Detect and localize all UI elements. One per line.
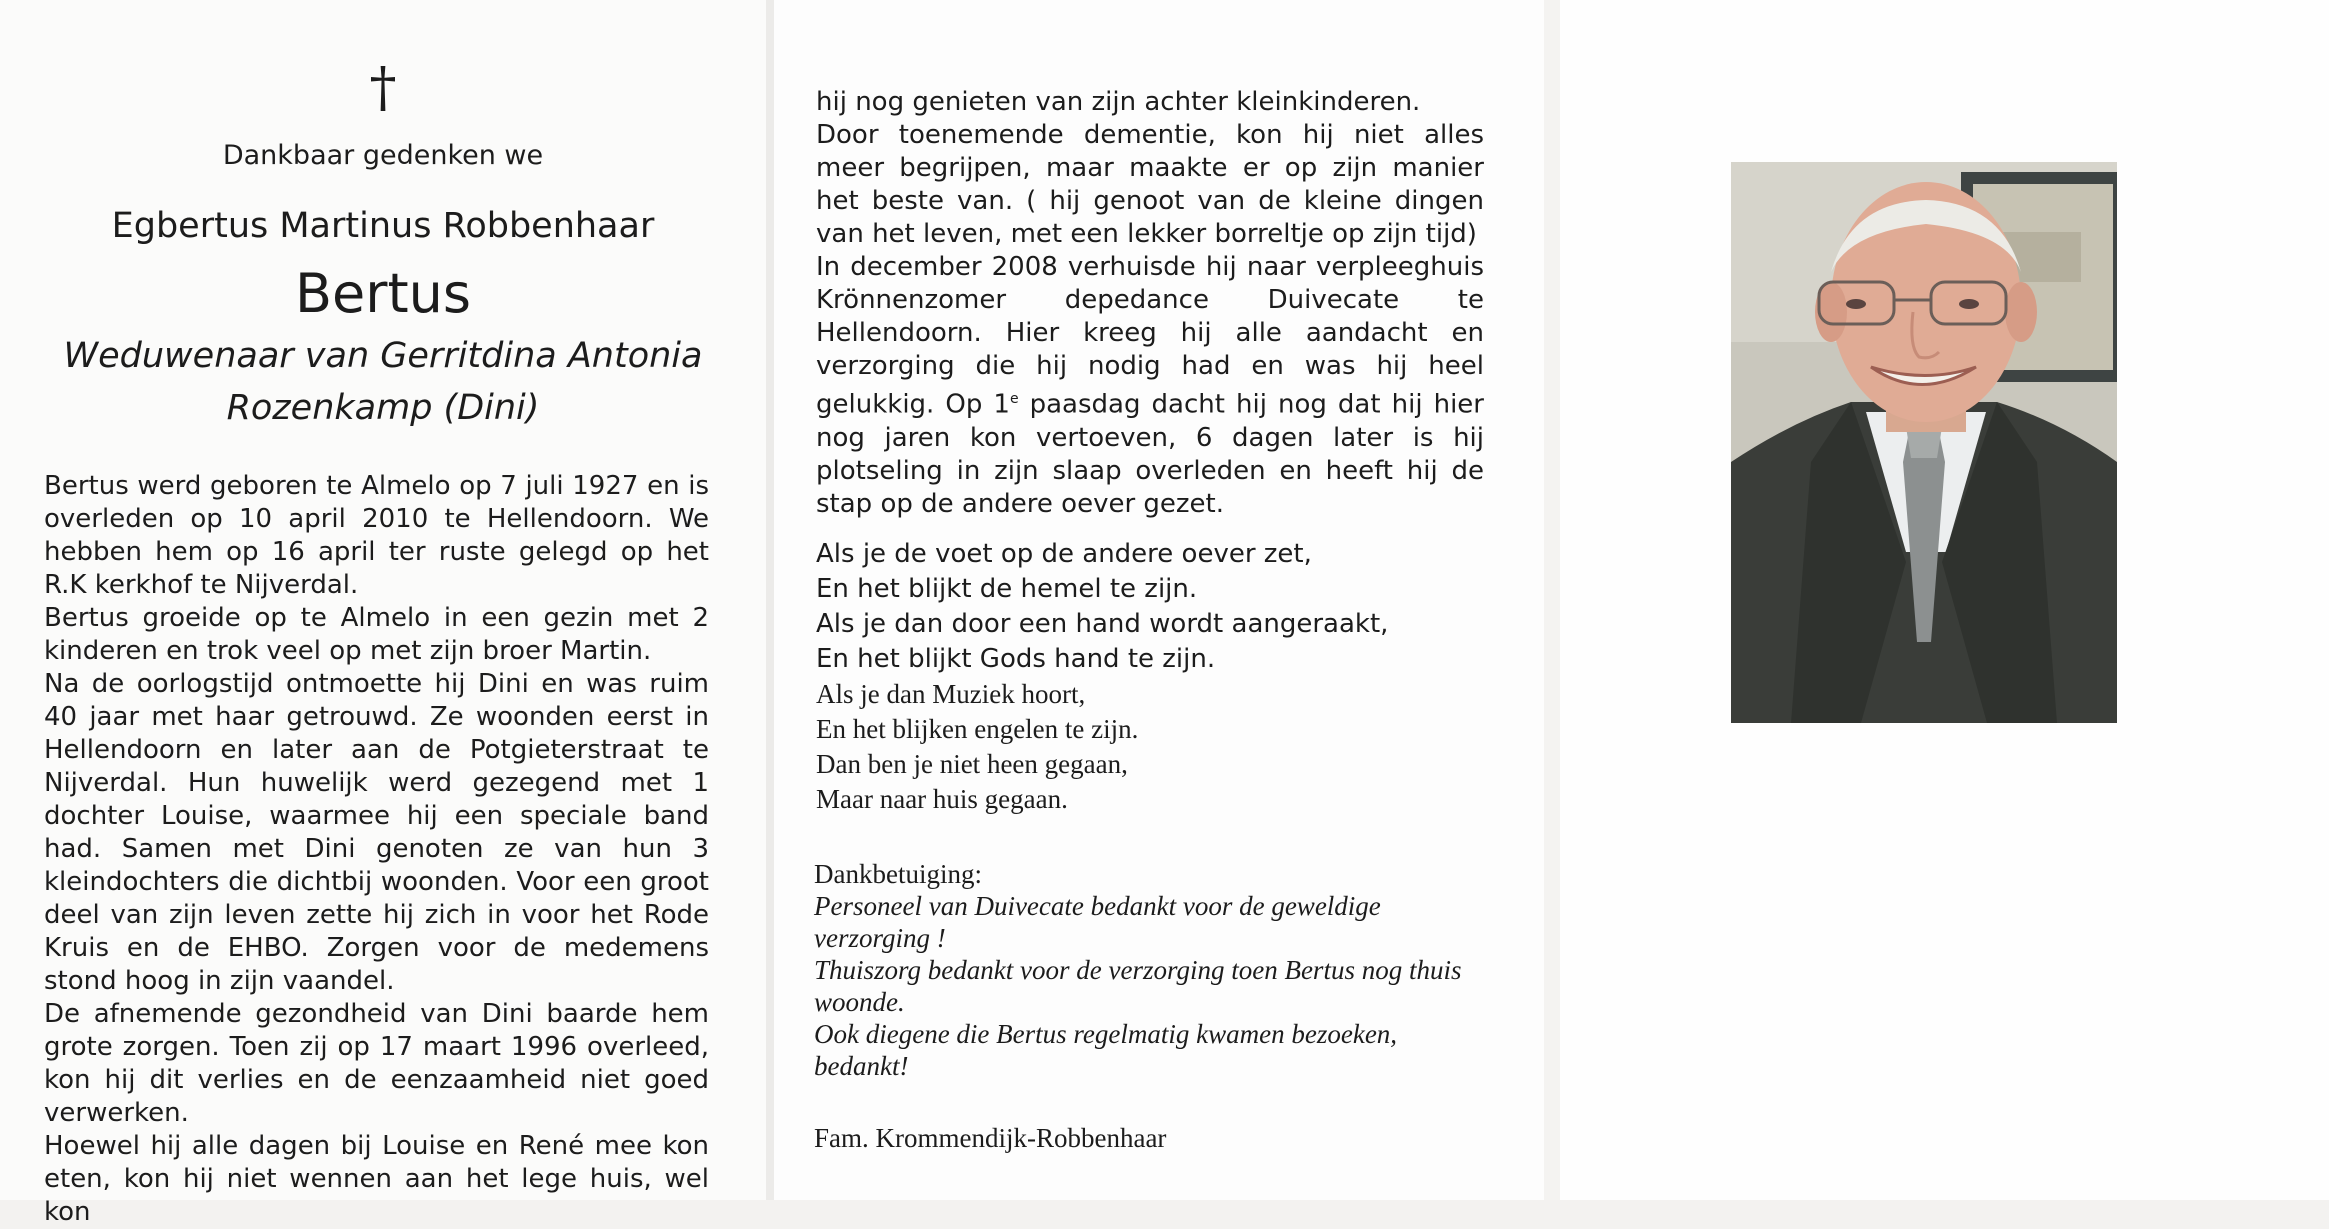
ordinal-suffix: e bbox=[1009, 391, 1019, 407]
left-panel bbox=[0, 0, 766, 1227]
right-panel bbox=[1560, 0, 2329, 1200]
widower-line-2: Rozenkamp (Dini) bbox=[226, 388, 540, 428]
poem-line: En het blijkt de hemel te zijn. bbox=[816, 574, 1198, 604]
acknowledgements bbox=[814, 858, 1494, 1082]
bio-paragraph: Na de oorlogstijd ontmoette hij Dini en was ruim 40 jaar met haar getrouwd. Ze woonden eerst in Hellendoorn en later aan de Potgieterstraat te Nijverdal. Hun huwelijk werd gezegend met 1 dochter Louise, waarmee hij een speciale band had. Samen met Dini genoten ze van hun 3 kleindochters die dichtbij woonden. Voor een groot deel van zijn leven zette hij zich in voor het Rode Kruis en de EHBO. Zorgen voor de medemens stond hoog in zijn vaandel. bbox=[44, 669, 709, 996]
full-name: Egbertus Martinus Robbenhaar bbox=[111, 206, 655, 246]
poem-line: Als je dan door een hand wordt aangeraakt, bbox=[816, 609, 1389, 639]
poem-line: En het blijken engelen te zijn. bbox=[816, 714, 1139, 744]
acknowledgement-item: Ook diegene die Bertus regelmatig kwamen bezoeken, bedankt! bbox=[814, 1019, 1398, 1081]
bio-paragraph bbox=[816, 251, 1484, 521]
biography-continued bbox=[816, 86, 1484, 521]
poem bbox=[816, 537, 1388, 817]
bio-paragraph: Door toenemende dementie, kon hij niet alles meer begrijpen, maar maakte er op zijn manier het beste van. ( hij genoot van de kleine dingen van het leven, met een lekker borreltje op zijn tijd) bbox=[816, 120, 1484, 249]
bio-paragraph: hij nog genieten van zijn achter kleinkinderen. bbox=[816, 87, 1421, 117]
intro-text: Dankbaar gedenken we bbox=[222, 140, 544, 171]
bio-text: In december 2008 verhuisde hij naar verpleeghuis Krönnenzomer depedance Duivecate te Hellendoorn. Hier kreeg hij alle aandacht en verzorging die hij nodig had en was hij heel gelukkig. Op 1 bbox=[816, 252, 1484, 420]
fold-divider bbox=[766, 0, 774, 1200]
bio-paragraph: Hoewel hij alle dagen bij Louise en René mee kon eten, kon hij niet wennen aan het lege huis, wel kon bbox=[44, 1131, 709, 1227]
bio-paragraph: Bertus werd geboren te Almelo op 7 juli 1927 en is overleden op 10 april 2010 te Hellendoorn. We hebben hem op 16 april ter ruste gelegd op het R.K kerkhof te Nijverdal. bbox=[44, 471, 709, 600]
widower-line-1: Weduwenaar van Gerritdina Antonia bbox=[63, 336, 703, 376]
acknowledgements-heading: Dankbetuiging: bbox=[814, 859, 982, 889]
cross-icon: † bbox=[369, 56, 397, 119]
poem-line: En het blijkt Gods hand te zijn. bbox=[816, 644, 1216, 674]
poem-line: Als je dan Muziek hoort, bbox=[816, 679, 1086, 709]
poem-line: Dan ben je niet heen gegaan, bbox=[816, 749, 1128, 779]
bio-paragraph: Bertus groeide op te Almelo in een gezin met 2 kinderen en trok veel op met zijn broer Martin. bbox=[44, 603, 709, 666]
nickname-title: Bertus bbox=[294, 262, 471, 325]
bio-paragraph: De afnemende gezondheid van Dini baarde hem grote zorgen. Toen zij op 17 maart 1996 overleed, kon hij dit verlies en de eenzaamheid niet goed verwerken. bbox=[44, 999, 709, 1128]
poem-line: Als je de voet op de andere oever zet, bbox=[816, 539, 1312, 569]
family-signature: Fam. Krommendijk-Robbenhaar bbox=[814, 1123, 1167, 1153]
portrait-illustration bbox=[1731, 162, 2117, 723]
portrait-photo bbox=[1731, 162, 2117, 723]
middle-panel bbox=[774, 0, 1544, 1200]
poem-line: Maar naar huis gegaan. bbox=[816, 784, 1068, 814]
fold-divider bbox=[1544, 0, 1560, 1200]
biography bbox=[44, 470, 709, 1229]
bio-text: paasdag dacht hij nog dat hij hier nog jaren kon vertoeven, 6 dagen later is hij plotseling in zijn slaap overleden en heeft hij de stap op de andere oever gezet. bbox=[816, 389, 1484, 519]
acknowledgement-item: Thuiszorg bedankt voor de verzorging toen Bertus nog thuis woonde. bbox=[814, 955, 1462, 1017]
acknowledgement-item: Personeel van Duivecate bedankt voor de geweldige verzorging ! bbox=[814, 891, 1381, 953]
